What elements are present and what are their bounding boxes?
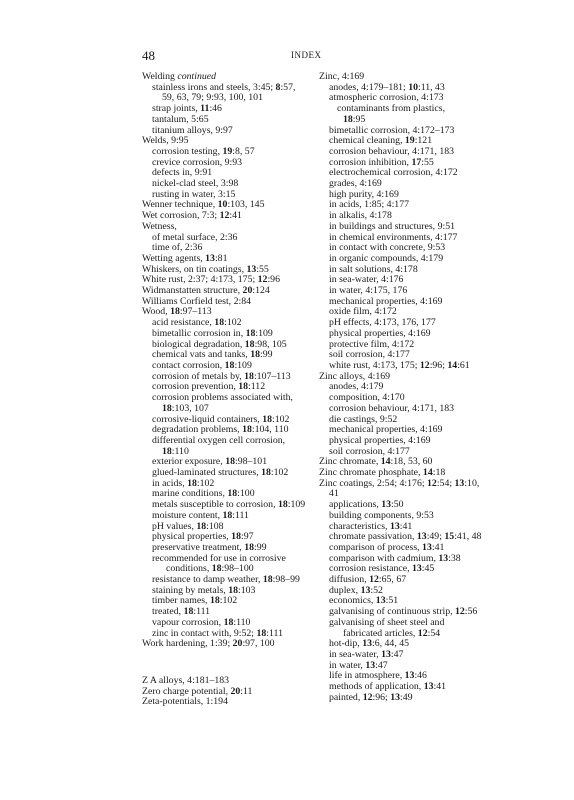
entry-text: :57, 59, 63, 79; 9:93, 100, 101 bbox=[162, 81, 296, 104]
volume-number: 13 bbox=[411, 563, 422, 575]
entry-text: :55 bbox=[421, 156, 434, 168]
volume-number: 18 bbox=[222, 509, 233, 521]
volume-number: 20 bbox=[242, 285, 253, 297]
entry-text: time of, 2:36 bbox=[152, 242, 203, 254]
entry-text: Williams Corfield test, 2:84 bbox=[142, 295, 251, 307]
volume-number: 19 bbox=[222, 145, 233, 157]
entry-text: :52 bbox=[370, 584, 383, 596]
entry-text: white rust, 4:173, 175; bbox=[329, 359, 420, 371]
entry-text: Wet corrosion, 7:3; bbox=[142, 210, 220, 222]
entry-text: :100 bbox=[237, 488, 255, 500]
section-gap bbox=[142, 650, 310, 676]
entry-text: :102 bbox=[219, 595, 238, 607]
page-number: 48 bbox=[142, 48, 155, 63]
entry-text: :49 bbox=[400, 691, 413, 703]
volume-number: 18 bbox=[170, 306, 180, 318]
volume-number: 13 bbox=[381, 499, 392, 511]
entry-text: atmospheric corrosion, 4:173 bbox=[329, 92, 444, 104]
entry-text: Welds, 9:95 bbox=[142, 135, 189, 147]
volume-number: 10 bbox=[408, 81, 418, 93]
entry-text: galvanising of sheet steel and bbox=[329, 616, 445, 628]
entry-text: stainless irons and steels, 3:45; bbox=[152, 81, 276, 93]
entry-text: :41 bbox=[399, 520, 413, 532]
entry-text: fabricated articles, bbox=[343, 627, 418, 639]
entry-text: :111 bbox=[266, 627, 283, 639]
volume-number: 18 bbox=[214, 317, 225, 329]
entry-text: :18, 53, 60 bbox=[390, 456, 433, 468]
entry-text: hot-dip, bbox=[329, 638, 363, 650]
entry-text: in sea-water, bbox=[329, 648, 382, 660]
index-entry bbox=[142, 697, 310, 708]
volume-number: 18 bbox=[244, 541, 255, 553]
entry-text: high purity, 4:169 bbox=[329, 188, 399, 200]
entry-text: Zinc chromate phosphate, bbox=[319, 467, 423, 479]
entry-text: Zinc coatings, 2:54; 4:176; bbox=[319, 477, 428, 489]
entry-text: :109 bbox=[287, 499, 306, 511]
volume-number: 13 bbox=[205, 252, 215, 264]
entry-text: continued bbox=[177, 71, 217, 82]
volume-number: 18 bbox=[196, 520, 207, 532]
entry-text: :107–113 bbox=[253, 370, 291, 382]
entry-text: :10, 41 bbox=[329, 477, 480, 500]
entry-text: biological degradation, bbox=[152, 338, 245, 350]
entry-text: bimetallic corrosion, 4:172–173 bbox=[329, 124, 455, 136]
entry-text: :98–100 bbox=[221, 563, 254, 575]
entry-text: :108 bbox=[206, 520, 224, 532]
entry-text: chemical vats and tanks, bbox=[152, 349, 251, 361]
index-column-right bbox=[319, 72, 489, 703]
volume-number: 18 bbox=[262, 574, 273, 586]
entry-text: :41 bbox=[229, 210, 242, 222]
entry-text: Wetness, bbox=[142, 220, 177, 232]
entry-text: Zinc, 4:169 bbox=[319, 71, 365, 82]
entry-text: :103, 107 bbox=[171, 402, 209, 414]
entry-text: diffusion, bbox=[329, 574, 370, 586]
entry-text: applications, bbox=[329, 499, 382, 511]
entry-text: soil corrosion, 4:177 bbox=[329, 445, 410, 457]
entry-text: in contact with concrete, 9:53 bbox=[329, 242, 446, 254]
entry-text: building components, 9:53 bbox=[329, 509, 434, 521]
entry-text: corrosion inhibition, bbox=[329, 156, 412, 168]
volume-number: 12 bbox=[419, 359, 430, 371]
entry-text: corrosive-liquid containers, bbox=[152, 413, 263, 425]
volume-number: 13 bbox=[422, 541, 432, 553]
volume-number: 18 bbox=[244, 338, 255, 350]
entry-text: :99 bbox=[260, 349, 273, 361]
entry-text: Widmanstatten structure, bbox=[142, 285, 243, 297]
volume-number: 18 bbox=[183, 606, 194, 618]
entry-text: :103 bbox=[238, 584, 256, 596]
volume-number: 17 bbox=[411, 156, 422, 168]
entry-text: :98, 105 bbox=[254, 338, 287, 350]
entry-text: life in atmosphere, bbox=[329, 670, 405, 682]
volume-number: 13 bbox=[454, 477, 465, 489]
entry-text: Zinc chromate, bbox=[319, 456, 381, 468]
volume-number: 13 bbox=[246, 263, 257, 275]
entry-text: Zinc alloys, 4:169 bbox=[319, 370, 391, 382]
index-entry bbox=[319, 479, 489, 500]
volume-number: 18 bbox=[231, 531, 241, 543]
volume-number: 18 bbox=[262, 413, 272, 425]
entry-text: recommended for use in corrosive bbox=[152, 552, 286, 564]
entry-text: :98–99 bbox=[272, 574, 300, 586]
entry-text: :6, 44, 45 bbox=[372, 638, 410, 650]
volume-number: 18 bbox=[244, 370, 254, 382]
entry-text: characteristics, bbox=[329, 520, 390, 532]
entry-text: rusting in water, 3:15 bbox=[152, 188, 236, 200]
entry-text: in sea-water, 4:176 bbox=[329, 274, 404, 286]
entry-text: :47 bbox=[375, 659, 388, 671]
entry-text: conditions, bbox=[166, 563, 212, 575]
volume-number: 13 bbox=[365, 659, 376, 671]
volume-number: 11 bbox=[200, 103, 210, 115]
index-entry bbox=[142, 639, 310, 650]
entry-text: vapour corrosion, bbox=[152, 616, 224, 628]
running-head: INDEX bbox=[291, 50, 322, 60]
entry-text: :8, 57 bbox=[232, 145, 255, 157]
volume-number: 13 bbox=[416, 531, 427, 543]
entry-text: :65, 67 bbox=[378, 574, 407, 586]
entry-text: in water, bbox=[329, 659, 366, 671]
entry-text: Zero charge potential, bbox=[142, 685, 231, 697]
volume-number: 18 bbox=[256, 627, 267, 639]
volume-number: 8 bbox=[275, 81, 281, 93]
entry-text: :46 bbox=[414, 670, 427, 682]
entry-text: Whiskers, on tin coatings, bbox=[142, 263, 247, 275]
entry-text: comparison of process, bbox=[329, 541, 423, 553]
entry-text: methods of application, bbox=[329, 681, 424, 693]
volume-number: 13 bbox=[362, 638, 372, 650]
entry-text: grades, 4:169 bbox=[329, 178, 382, 190]
volume-number: 12 bbox=[257, 274, 268, 286]
entry-text: mechanical properties, 4:169 bbox=[329, 424, 443, 436]
volume-number: 12 bbox=[455, 606, 465, 618]
entry-text: electrochemical corrosion, 4:172 bbox=[329, 167, 458, 179]
entry-text: corrosion of metals by, bbox=[152, 370, 245, 382]
entry-text: glued-laminated structures, bbox=[152, 467, 262, 479]
entry-text: :102 bbox=[196, 477, 215, 489]
entry-text: differential oxygen cell corrosion, bbox=[152, 434, 286, 446]
index-column-left bbox=[142, 72, 310, 708]
entry-text: :41, 48 bbox=[454, 531, 482, 543]
entry-text: resistance to damp weather, bbox=[152, 574, 263, 586]
entry-text: metals susceptible to corrosion, bbox=[152, 499, 278, 511]
volume-number: 19 bbox=[404, 135, 415, 147]
entry-text: in buildings and structures, 9:51 bbox=[329, 220, 455, 232]
entry-text: economics, bbox=[329, 595, 376, 607]
volume-number: 18 bbox=[227, 488, 238, 500]
entry-text: :41 bbox=[433, 681, 447, 693]
volume-number: 18 bbox=[261, 467, 271, 479]
volume-number: 13 bbox=[360, 584, 371, 596]
entry-text: mechanical properties, 4:169 bbox=[329, 295, 443, 307]
entry-text: :11, 43 bbox=[417, 81, 445, 93]
entry-text: :112 bbox=[248, 381, 266, 393]
index-subentry bbox=[142, 436, 310, 457]
entry-text: duplex, bbox=[329, 584, 361, 596]
entry-text: contact corrosion, bbox=[152, 359, 225, 371]
entry-text: :41 bbox=[431, 541, 445, 553]
entry-text: :47 bbox=[390, 648, 404, 660]
entry-text: chemical cleaning, bbox=[329, 135, 405, 147]
entry-text: :50 bbox=[391, 499, 404, 511]
entry-text: of metal surface, 2:36 bbox=[152, 231, 238, 243]
entry-text: comparison with cadmium, bbox=[329, 552, 439, 564]
volume-number: 18 bbox=[162, 445, 172, 457]
volume-number: 18 bbox=[228, 584, 238, 596]
volume-number: 18 bbox=[211, 563, 222, 575]
volume-number: 13 bbox=[423, 681, 434, 693]
entry-text: :102 bbox=[224, 317, 242, 329]
entry-text: chromate passivation, bbox=[329, 531, 417, 543]
entry-text: in water, 4:175, 176 bbox=[329, 285, 408, 297]
entry-text: :111 bbox=[193, 606, 211, 618]
entry-text: Z A alloys, 4:181–183 bbox=[142, 674, 230, 686]
entry-text: corrosion behaviour, 4:171, 183 bbox=[329, 145, 455, 157]
entry-text: staining by metals, bbox=[152, 584, 229, 596]
entry-text: :55 bbox=[256, 263, 269, 275]
entry-text: :56 bbox=[464, 606, 478, 618]
entry-text: strap joints, bbox=[152, 103, 201, 115]
volume-number: 14 bbox=[447, 359, 458, 371]
entry-text: exterior exposure, bbox=[152, 456, 226, 468]
entry-text: physical properties, 4:169 bbox=[329, 327, 431, 339]
index-subentry bbox=[319, 693, 489, 704]
entry-text: physical properties, bbox=[152, 531, 232, 543]
entry-text: moisture content, bbox=[152, 509, 223, 521]
volume-number: 18 bbox=[162, 402, 172, 414]
entry-text: :109 bbox=[234, 359, 252, 371]
volume-number: 12 bbox=[417, 627, 428, 639]
entry-text: :61 bbox=[457, 359, 470, 371]
volume-number: 12 bbox=[219, 210, 230, 222]
volume-number: 12 bbox=[427, 477, 437, 489]
entry-text: physical properties, 4:169 bbox=[329, 434, 431, 446]
volume-number: 18 bbox=[187, 477, 197, 489]
volume-number: 20 bbox=[230, 685, 241, 697]
entry-text: Wetting agents, bbox=[142, 252, 206, 264]
entry-text: :96; bbox=[429, 359, 448, 371]
entry-text: Work hardening, 1:39; bbox=[142, 638, 233, 650]
entry-text: :98–101 bbox=[234, 456, 268, 468]
entry-text: in organic compounds, 4:179 bbox=[329, 252, 444, 264]
entry-text: crevice corrosion, 9:93 bbox=[152, 156, 243, 168]
entry-text: :51 bbox=[385, 595, 399, 607]
entry-text: :96; bbox=[372, 691, 391, 703]
entry-text: :95 bbox=[352, 113, 366, 125]
entry-text: :45 bbox=[421, 563, 435, 575]
volume-number: 18 bbox=[224, 359, 235, 371]
entry-text: :11 bbox=[240, 685, 253, 697]
volume-number: 12 bbox=[369, 574, 379, 586]
entry-text: :121 bbox=[414, 135, 433, 147]
entry-text: corrosion prevention, bbox=[152, 381, 239, 393]
entry-text: in salt solutions, 4:178 bbox=[329, 263, 418, 275]
entry-text: painted, bbox=[329, 691, 363, 703]
volume-number: 13 bbox=[390, 691, 401, 703]
entry-text: :54 bbox=[427, 627, 441, 639]
volume-number: 18 bbox=[223, 616, 234, 628]
entry-text: protective film, 4:172 bbox=[329, 338, 415, 350]
entry-text: :103, 145 bbox=[227, 199, 265, 211]
entry-text: :102 bbox=[270, 467, 289, 479]
entry-text: :97, 100 bbox=[242, 638, 275, 650]
volume-number: 15 bbox=[444, 531, 455, 543]
volume-number: 13 bbox=[438, 552, 449, 564]
entry-text: :97 bbox=[240, 531, 254, 543]
volume-number: 14 bbox=[380, 456, 391, 468]
entry-text: soil corrosion, 4:177 bbox=[329, 349, 410, 361]
entry-text: corrosion problems associated with, bbox=[152, 392, 293, 404]
entry-text: :96 bbox=[267, 274, 280, 286]
entry-text: corrosion behaviour, 4:171, 183 bbox=[329, 402, 455, 414]
entry-text: timber names, bbox=[152, 595, 210, 607]
volume-number: 18 bbox=[250, 349, 261, 361]
entry-text: pH effects, 4:173, 176, 177 bbox=[329, 317, 436, 329]
entry-text: pH values, bbox=[152, 520, 197, 532]
entry-text: Zeta-potentials, 1:194 bbox=[142, 696, 228, 708]
entry-text: in acids, 1:85; 4:177 bbox=[329, 199, 410, 211]
entry-text: in alkalis, 4:178 bbox=[329, 210, 392, 222]
volume-number: 18 bbox=[225, 456, 235, 468]
entry-text: acid resistance, bbox=[152, 317, 215, 329]
volume-number: 13 bbox=[389, 520, 400, 532]
entry-text: titanium alloys, 9:97 bbox=[152, 124, 233, 136]
entry-text: nickel-clad steel, 3:98 bbox=[152, 178, 239, 190]
entry-text: corrosion resistance, bbox=[329, 563, 412, 575]
entry-text: oxide film, 4:172 bbox=[329, 306, 397, 318]
entry-text: die castings, 9:52 bbox=[329, 413, 398, 425]
entry-text: in acids, bbox=[152, 477, 188, 489]
volume-number: 18 bbox=[343, 113, 353, 125]
entry-text: Wenner technique, bbox=[142, 199, 218, 211]
entry-text: zinc in contact with, 9:52; bbox=[152, 627, 257, 639]
entry-text: anodes, 4:179 bbox=[329, 381, 384, 393]
entry-text: White rust, 2:37; 4:173, 175; bbox=[142, 274, 258, 286]
entry-text: :109 bbox=[255, 327, 273, 339]
index-subentry bbox=[142, 393, 310, 414]
entry-text: :99 bbox=[254, 541, 267, 553]
entry-text: corrosion testing, bbox=[152, 145, 223, 157]
volume-number: 12 bbox=[362, 691, 373, 703]
entry-text: degradation problems, bbox=[152, 424, 243, 436]
volume-number: 10 bbox=[217, 199, 228, 211]
entry-text: :111 bbox=[232, 509, 249, 521]
entry-text: :110 bbox=[171, 445, 189, 457]
entry-text: :124 bbox=[252, 285, 270, 297]
entry-text: :54; bbox=[436, 477, 455, 489]
volume-number: 18 bbox=[242, 424, 252, 436]
entry-text: Welding bbox=[142, 71, 178, 82]
volume-number: 13 bbox=[375, 595, 386, 607]
entry-text: in chemical environments, 4:177 bbox=[329, 231, 458, 243]
volume-number: 13 bbox=[381, 648, 391, 660]
volume-number: 18 bbox=[209, 595, 220, 607]
entry-text: :102 bbox=[271, 413, 290, 425]
entry-text: composition, 4:170 bbox=[329, 392, 405, 404]
entry-text: anodes, 4:179–181; bbox=[329, 81, 409, 93]
entry-text: tantalum, 5:65 bbox=[152, 113, 209, 125]
entry-text: contaminants from plastics, bbox=[337, 103, 446, 115]
volume-number: 18 bbox=[277, 499, 288, 511]
entry-text: :81 bbox=[214, 252, 228, 264]
volume-number: 13 bbox=[404, 670, 415, 682]
entry-text: marine conditions, bbox=[152, 488, 228, 500]
entry-text: :110 bbox=[233, 616, 251, 628]
entry-text: preservative treatment, bbox=[152, 541, 245, 553]
volume-number: 18 bbox=[238, 381, 249, 393]
volume-number: 20 bbox=[232, 638, 243, 650]
entry-text: :97–113 bbox=[179, 306, 212, 318]
entry-text: :18 bbox=[432, 467, 446, 479]
entry-text: :38 bbox=[448, 552, 461, 564]
index-subentry bbox=[142, 83, 310, 104]
entry-text: defects in, 9:91 bbox=[152, 167, 213, 179]
entry-text: :49; bbox=[426, 531, 445, 543]
entry-text: :46 bbox=[209, 103, 222, 115]
entry-text: bimetallic corrosion in, bbox=[152, 327, 246, 339]
entry-text: galvanising of continuous strip, bbox=[329, 606, 455, 618]
volume-number: 18 bbox=[245, 327, 256, 339]
entry-text: treated, bbox=[152, 606, 184, 618]
entry-text: Wood, bbox=[142, 306, 171, 318]
entry-text: :104, 110 bbox=[251, 424, 289, 436]
volume-number: 14 bbox=[422, 467, 433, 479]
